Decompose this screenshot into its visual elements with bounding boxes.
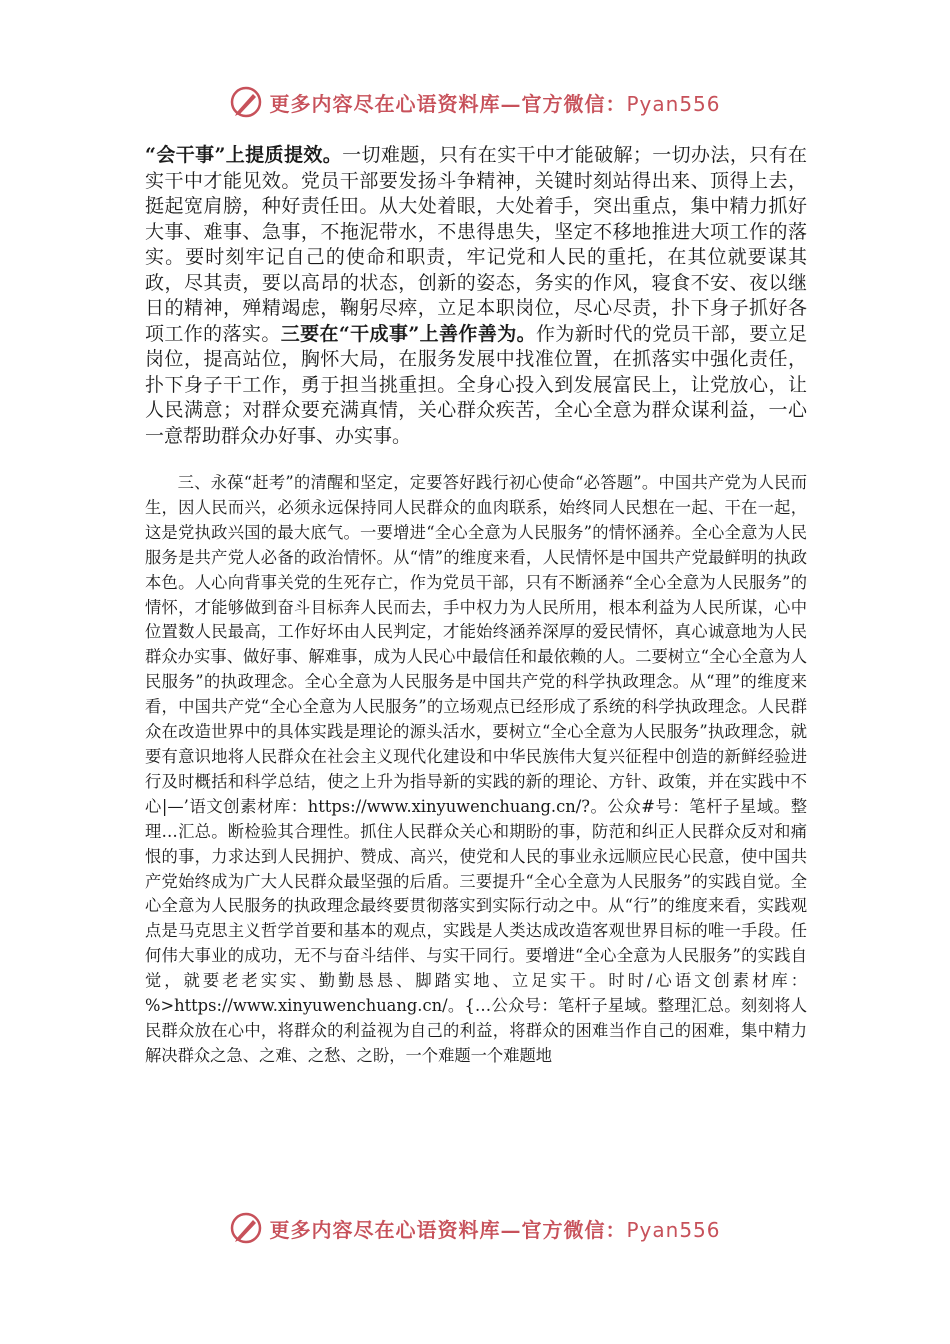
footer-banner-text: 更多内容尽在心语资料库—官方微信：Pyan556: [269, 1217, 721, 1242]
footer-banner: [0, 1208, 950, 1248]
pen-logo-icon: [229, 85, 263, 119]
heading-inline-1: “会干事”上提质提效。: [145, 144, 343, 166]
paragraph-1-text-b: 作为新时代的党员干部，要立足岗位，提高站位，胸怀大局，在服务发展中找准位置，在抓落实中强化责任，扑下身子干工作，勇于担当挑重担。全身心投入到发展富民上，让党放心，让人民满意；对群众要充满真情，关心群众疾苦，全心全意为群众谋利益，一心一意帮助群众办好事、办实事。: [145, 322, 807, 447]
document-body: [145, 143, 807, 1069]
heading-inline-2: 三要在“干成事”上善作善为。: [280, 322, 536, 345]
paragraph-1: [145, 143, 807, 449]
wechat-handle: Pyan556: [626, 1217, 721, 1242]
wechat-handle: Pyan556: [626, 91, 721, 116]
header-banner: [0, 82, 950, 122]
paragraph-2: 三、永葆“赶考”的清醒和坚定，定要答好践行初心使命“必答题”。中国共产党为人民而生，因人民而兴，必须永远保持同人民群众的血肉联系，始终同人民想在一起、干在一起，这是党执政兴国的最大底气。一要增进“全心全意为人民服务”的情怀涵养。全心全意为人民服务是共产党人必备的政治情怀。从“情”的维度来看，人民情怀是中国共产党最鲜明的执政本色。人心向背事关党的生死存亡，作为党员干部，只有不断涵养“全心全意为人民服务”的情怀，才能够做到奋斗目标奔人民而去，手中权力为人民所用，根本利益为人民所谋，心中位置数人民最高，工作好坏由人民判定，才能始终涵养深厚的爱民情怀，真心诚意地为人民群众办实事、做好事、解难事，成为人民心中最信任和最依赖的人。二要树立“全心全意为人民服务”的执政理念。全心全意为人民服务是中国共产党的科学执政理念。从“理”的维度来看，中国共产党“全心全意为人民服务”的立场观点已经形成了系统的科学执政理念。人民群众在改造世界中的具体实践是理论的源头活水，要树立“全心全意为人民服务”执政理念，就要有意识地将人民群众在社会主义现代化建设和中华民族伟大复兴征程中创造的新鲜经验进行及时概括和科学总结，使之上升为指导新的实践的新的理论、方针、政策，并在实践中不心|—’语文创素材库：https://www.xinyuwenchuang.cn/?。公众#号：笔杆子星域。整理…汇总。断检验其合理性。抓住人民群众关心和期盼的事，防范和纠正人民群众反对和痛恨的事，力求达到人民拥护、赞成、高兴，使党和人民的事业永远顺应民心民意，使中国共产党始终成为广大人民群众最坚强的后盾。三要提升“全心全意为人民服务”的实践自觉。全心全意为人民服务的执政理念最终要贯彻落实到实际行动之中。从“行”的维度来看，实践观点是马克思主义哲学首要和基本的观点，实践是人类达成改造客观世界目标的唯一手段。任何伟大事业的成功，无不与奋斗结伴、与实干同行。要增进“全心全意为人民服务”的实践自觉，就要老老实实、勤勤恳恳、脚踏实地、立足实干。时时/心语文创素材库：%>https://www.xinyuwenchuang.cn/。{…公众号：笔杆子星域。整理汇总。刻刻将人民群众放在心中，将群众的利益视为自己的利益，将群众的困难当作自己的困难，集中精力解决群众之急、之难、之愁、之盼，一个难题一个难题地: [145, 473, 807, 1065]
pen-logo-icon: [229, 1211, 263, 1245]
paragraph-1-text-a: 一切难题，只有在实干中才能破解；一切办法，只有在实干中才能见效。党员干部要发扬斗争精神，关键时刻站得出来、顶得上去，挺起宽肩膀，种好责任田。从大处着眼，大处着手，突出重点，集中精力抓好大事、难事、急事，不拖泥带水，不患得患失，坚定不移地推进大项工作的落实。要时刻牢记自己的使命和职责，牢记党和人民的重托，在其位就要谋其政，尽其责，要以高昂的状态，创新的姿态，务实的作风，寝食不安、夜以继日的精神，殚精竭虑，鞠躬尽瘁，立足本职岗位，尽心尽责，扑下身子抓好各项工作的落实。: [145, 144, 807, 345]
header-banner-text: 更多内容尽在心语资料库—官方微信：Pyan556: [269, 91, 721, 116]
